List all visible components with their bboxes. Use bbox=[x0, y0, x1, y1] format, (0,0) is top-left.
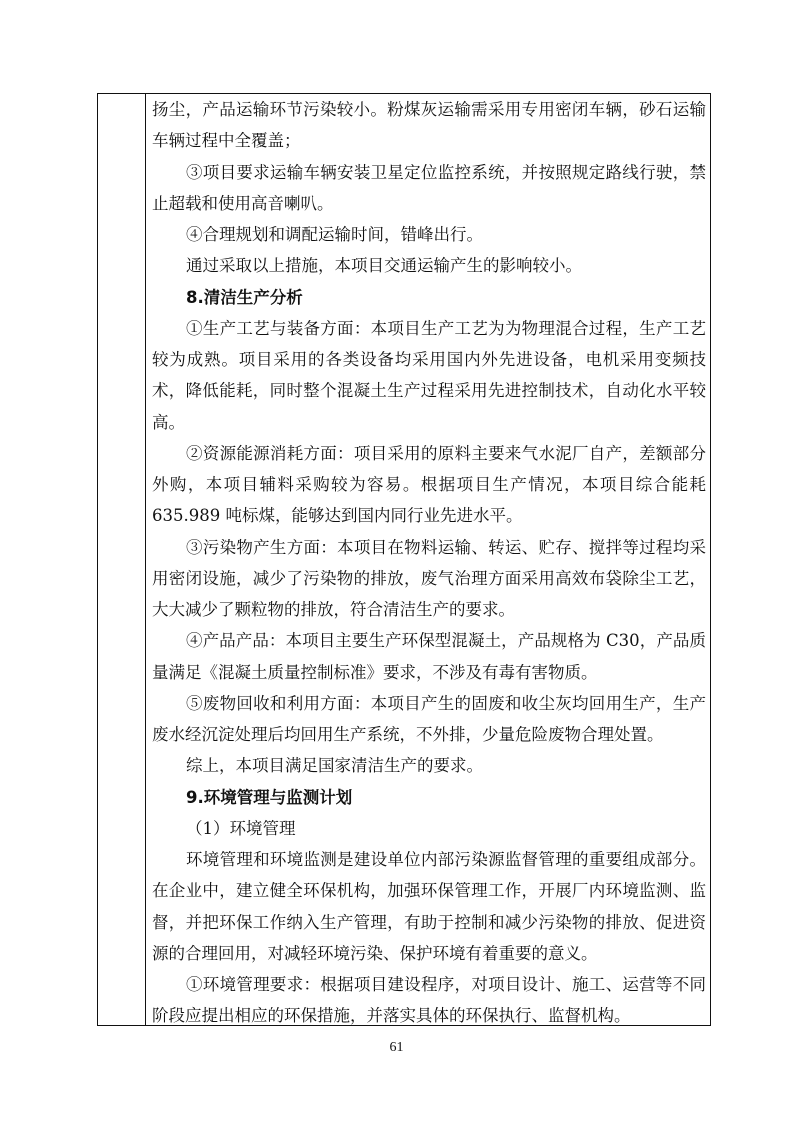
text-line: ③污染物产生方面：本项目在物料运输、转运、贮存、搅拌等过程均采 bbox=[186, 537, 706, 557]
text-line: 阶段应提出相应的环保措施，并落实具体的环保执行、监督机构。 bbox=[152, 1006, 631, 1026]
text-line: 止超载和使用高音喇叭。 bbox=[152, 193, 334, 213]
text-line: 车辆过程中全覆盖； bbox=[152, 131, 301, 151]
text-line: ①环境管理要求：根据项目建设程序，对项目设计、施工、运营等不同 bbox=[186, 975, 706, 994]
column-divider bbox=[145, 94, 146, 1025]
text-line: 较为成熟。项目采用的各类设备均采用国内外先进设备，电机采用变频技 bbox=[152, 350, 706, 369]
table-content-cell bbox=[152, 94, 706, 1032]
text-line: 635.989 吨标煤，能够达到国内同行业先进水平。 bbox=[152, 506, 523, 526]
text-line: ③项目要求运输车辆安装卫星定位监控系统，并按照规定路线行驶，禁 bbox=[186, 162, 706, 182]
section-heading: 8.清洁生产分析 bbox=[186, 287, 303, 307]
section-heading: 9.环境管理与监测计划 bbox=[186, 787, 353, 807]
content-table bbox=[97, 93, 711, 1026]
text-line: 用密闭设施，减少了污染物的排放，废气治理方面采用高效布袋除尘工艺， bbox=[152, 568, 706, 588]
text-line: ⑤废物回收和利用方面：本项目产生的固废和收尘灰均回用生产，生产 bbox=[186, 693, 706, 713]
text-line: 高。 bbox=[152, 412, 185, 432]
text-line: ④合理规划和调配运输时间，错峰出行。 bbox=[186, 225, 483, 244]
text-line: 术，降低能耗，同时整个混凝土生产过程采用先进控制技术，自动化水平较 bbox=[152, 381, 706, 401]
text-line: 督，并把环保工作纳入生产管理，有助于控制和减少污染物的排放、促进资 bbox=[152, 912, 706, 932]
text-line: ②资源能源消耗方面：项目采用的原料主要来气水泥厂自产，差额部分 bbox=[186, 443, 706, 463]
text-line: 通过采取以上措施，本项目交通运输产生的影响较小。 bbox=[186, 256, 582, 276]
text-line: 在企业中，建立健全环保机构，加强环保管理工作，开展厂内环境监测、监 bbox=[152, 881, 706, 901]
text-line: ④产品产品：本项目主要生产环保型混凝土，产品规格为 C30，产品质 bbox=[186, 631, 706, 651]
text-line: 综上，本项目满足国家清洁生产的要求。 bbox=[186, 756, 483, 776]
text-line: 大大减少了颗粒物的排放，符合清洁生产的要求。 bbox=[152, 600, 515, 619]
text-line: （1）环境管理 bbox=[186, 818, 296, 838]
text-line: 源的合理回用，对减轻环境污染、保护环境有着重要的意义。 bbox=[152, 943, 598, 963]
text-line: 外购，本项目辅料采购较为容易。根据项目生产情况，本项目综合能耗 bbox=[152, 475, 706, 494]
text-line: 扬尘，产品运输环节污染较小。粉煤灰运输需采用专用密闭车辆，砂石运输 bbox=[152, 100, 706, 119]
text-line: 环境管理和环境监测是建设单位内部污染源监督管理的重要组成部分。 bbox=[186, 850, 706, 869]
page-number: 61 bbox=[389, 1040, 404, 1055]
text-line: 废水经沉淀处理后均回用生产系统，不外排，少量危险废物合理处置。 bbox=[152, 725, 664, 744]
text-line: 量满足《混凝土质量控制标准》要求，不涉及有毒有害物质。 bbox=[152, 662, 598, 682]
text-line: ①生产工艺与装备方面：本项目生产工艺为为物理混合过程，生产工艺 bbox=[186, 318, 706, 338]
